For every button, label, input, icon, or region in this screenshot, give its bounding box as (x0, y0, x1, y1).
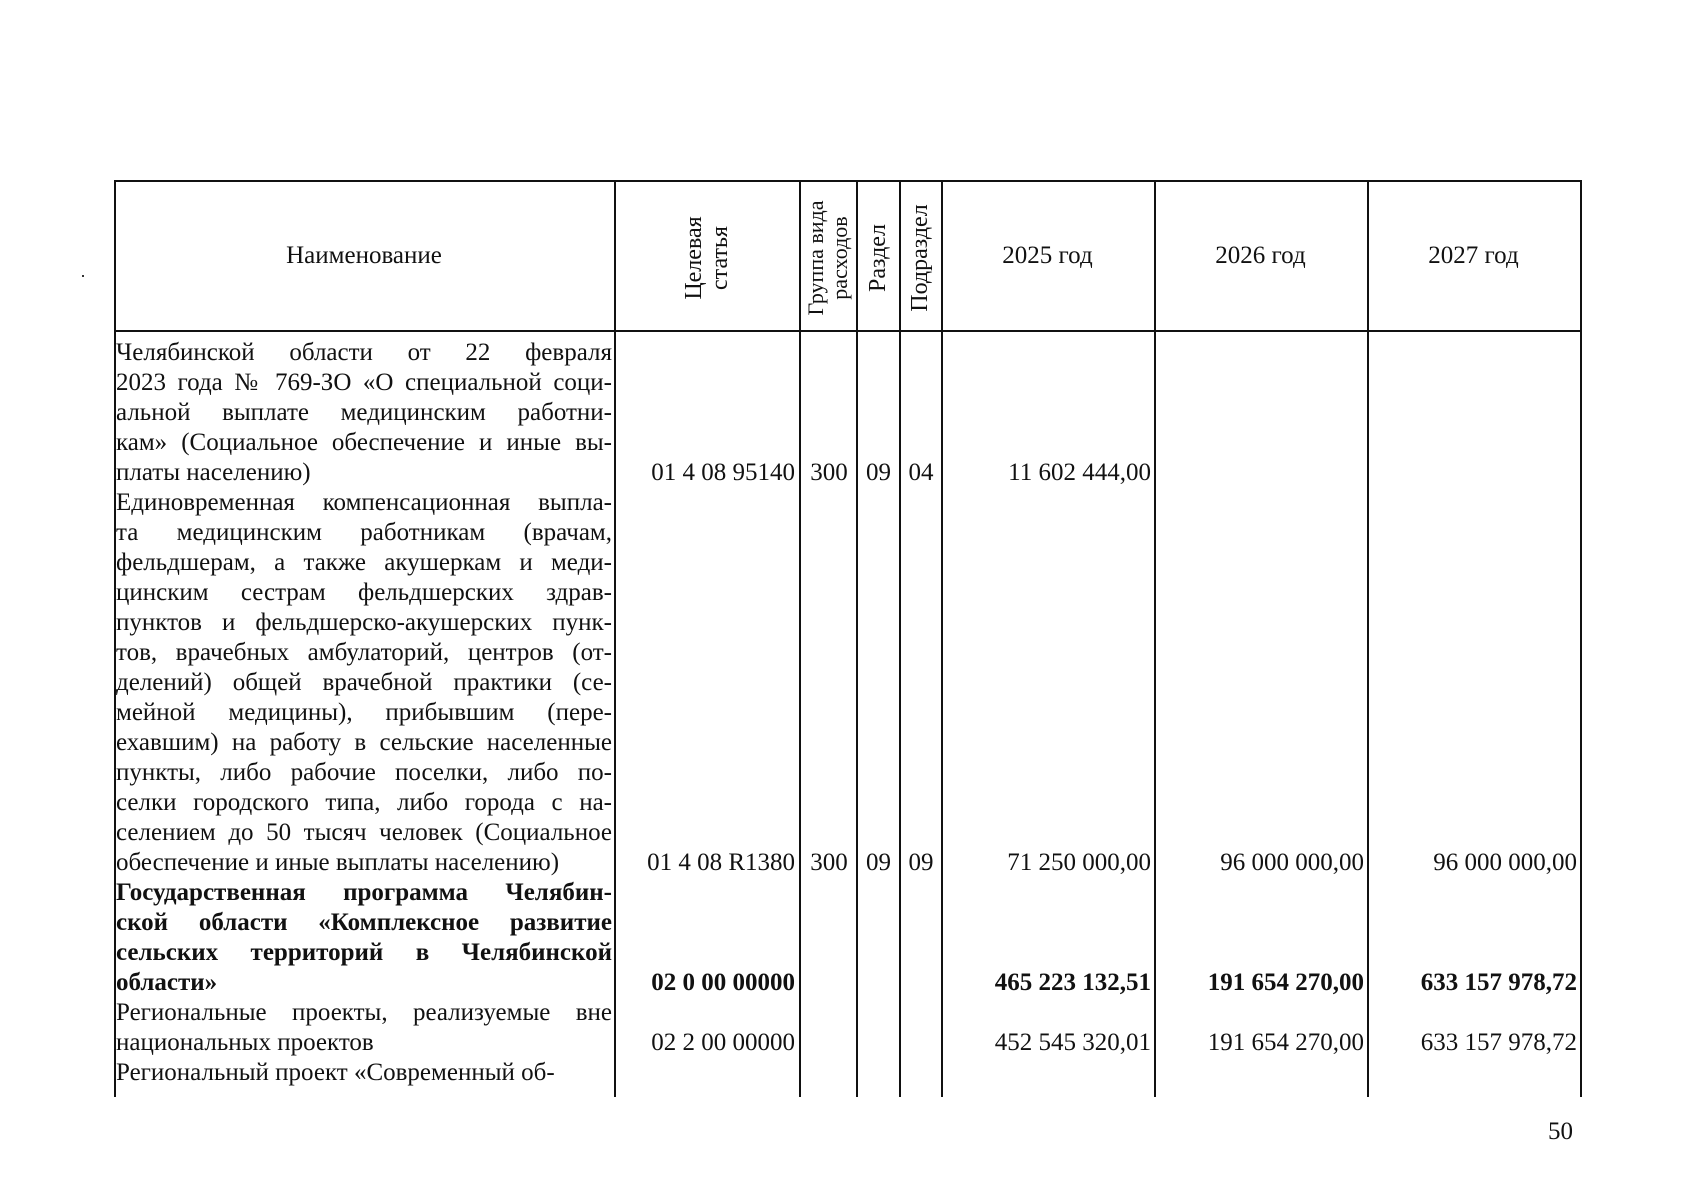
row-name-line: Региональный проект «Современный об- (116, 1059, 555, 1086)
col-border (614, 180, 616, 1097)
col-border (799, 180, 801, 1097)
row-name-line: мейной медицины), прибывшим (пере- (116, 699, 612, 726)
header-name: Наименование (286, 242, 442, 269)
page-number: 50 (1548, 1118, 1573, 1145)
row-target: 02 0 00 00000 (651, 969, 795, 996)
row-target: 01 4 08 R1380 (647, 849, 795, 876)
row-name-line: обеспечение и иные выплаты населению) (116, 849, 560, 876)
row-section: 09 (866, 459, 891, 486)
row-name-line: селением до 50 тысяч человек (Социальное (116, 819, 612, 846)
header-target-article: Целевая статья (681, 216, 733, 300)
row-name-line: пункты, либо рабочие поселки, либо по- (116, 759, 612, 786)
col-border (941, 180, 943, 1097)
header-year-2026: 2026 год (1215, 242, 1306, 269)
col-border (856, 180, 858, 1097)
row-year-2025: 452 545 320,01 (994, 1029, 1151, 1056)
row-section: 09 (866, 849, 891, 876)
col-border (1154, 180, 1156, 1097)
row-name-line: Челябинской области от 22 февраля (116, 339, 612, 366)
row-year-2025: 11 602 444,00 (1008, 459, 1151, 486)
row-year-2025: 465 223 132,51 (994, 969, 1151, 996)
row-name-line: цинским сестрам фельдшерских здрав- (116, 579, 612, 606)
row-name-line: ехавшим) на работу в сельские населенные (116, 729, 612, 756)
row-target: 01 4 08 95140 (651, 459, 795, 486)
header-year-2027: 2027 год (1428, 242, 1519, 269)
row-name-line: ской области «Комплексное развитие (116, 909, 612, 936)
col-border (899, 180, 901, 1097)
col-border (1367, 180, 1369, 1097)
row-name-line: Государственная программа Челябин- (116, 879, 612, 906)
header-year-2025: 2025 год (1002, 242, 1093, 269)
row-name-line: 2023 года № 769-ЗО «О специальной соци- (116, 369, 612, 396)
row-group: 300 (810, 849, 848, 876)
row-group: 300 (810, 459, 848, 486)
row-name-line: делений) общей врачебной практики (се- (116, 669, 612, 696)
row-year-2026: 191 654 270,00 (1207, 969, 1364, 996)
row-year-2025: 71 250 000,00 (1007, 849, 1151, 876)
row-name-line: национальных проектов (116, 1029, 374, 1056)
scan-speck (82, 275, 84, 277)
row-name-line: кам» (Социальное обеспечение и иные вы- (116, 429, 612, 456)
row-subsection: 09 (908, 849, 934, 876)
row-name-line: Региональные проекты, реализуемые вне (116, 999, 612, 1026)
row-year-2026: 96 000 000,00 (1220, 849, 1364, 876)
row-year-2027: 96 000 000,00 (1433, 849, 1577, 876)
row-target: 02 2 00 00000 (651, 1029, 795, 1056)
row-name-line: альной выплате медицинским работни- (116, 399, 612, 426)
header-section: Раздел (865, 224, 891, 292)
header-subsection: Подраздел (907, 204, 933, 312)
row-name-line: Единовременная компенсационная выпла- (116, 489, 612, 516)
table-top-border (114, 180, 1581, 182)
header-expense-group: Группа вида расходов (803, 200, 852, 316)
row-name-line: сельских территорий в Челябинской (116, 939, 612, 966)
row-year-2027: 633 157 978,72 (1420, 969, 1577, 996)
row-year-2026: 191 654 270,00 (1207, 1029, 1364, 1056)
row-name-line: пунктов и фельдшерско-акушерских пунк- (116, 609, 612, 636)
row-name-line: фельдшерам, а также акушеркам и меди- (116, 549, 612, 576)
row-year-2027: 633 157 978,72 (1420, 1029, 1577, 1056)
row-name-line: селки городского типа, либо города с на- (116, 789, 612, 816)
row-name-line: области» (116, 969, 218, 996)
row-name-line: та медицинским работникам (врачам, (116, 519, 612, 546)
col-border (1580, 180, 1582, 1097)
row-name-line: тов, врачебных амбулаторий, центров (от- (116, 639, 612, 666)
row-subsection: 04 (908, 459, 934, 486)
budget-table (114, 180, 1581, 1097)
row-name-line: платы населению) (116, 459, 311, 486)
